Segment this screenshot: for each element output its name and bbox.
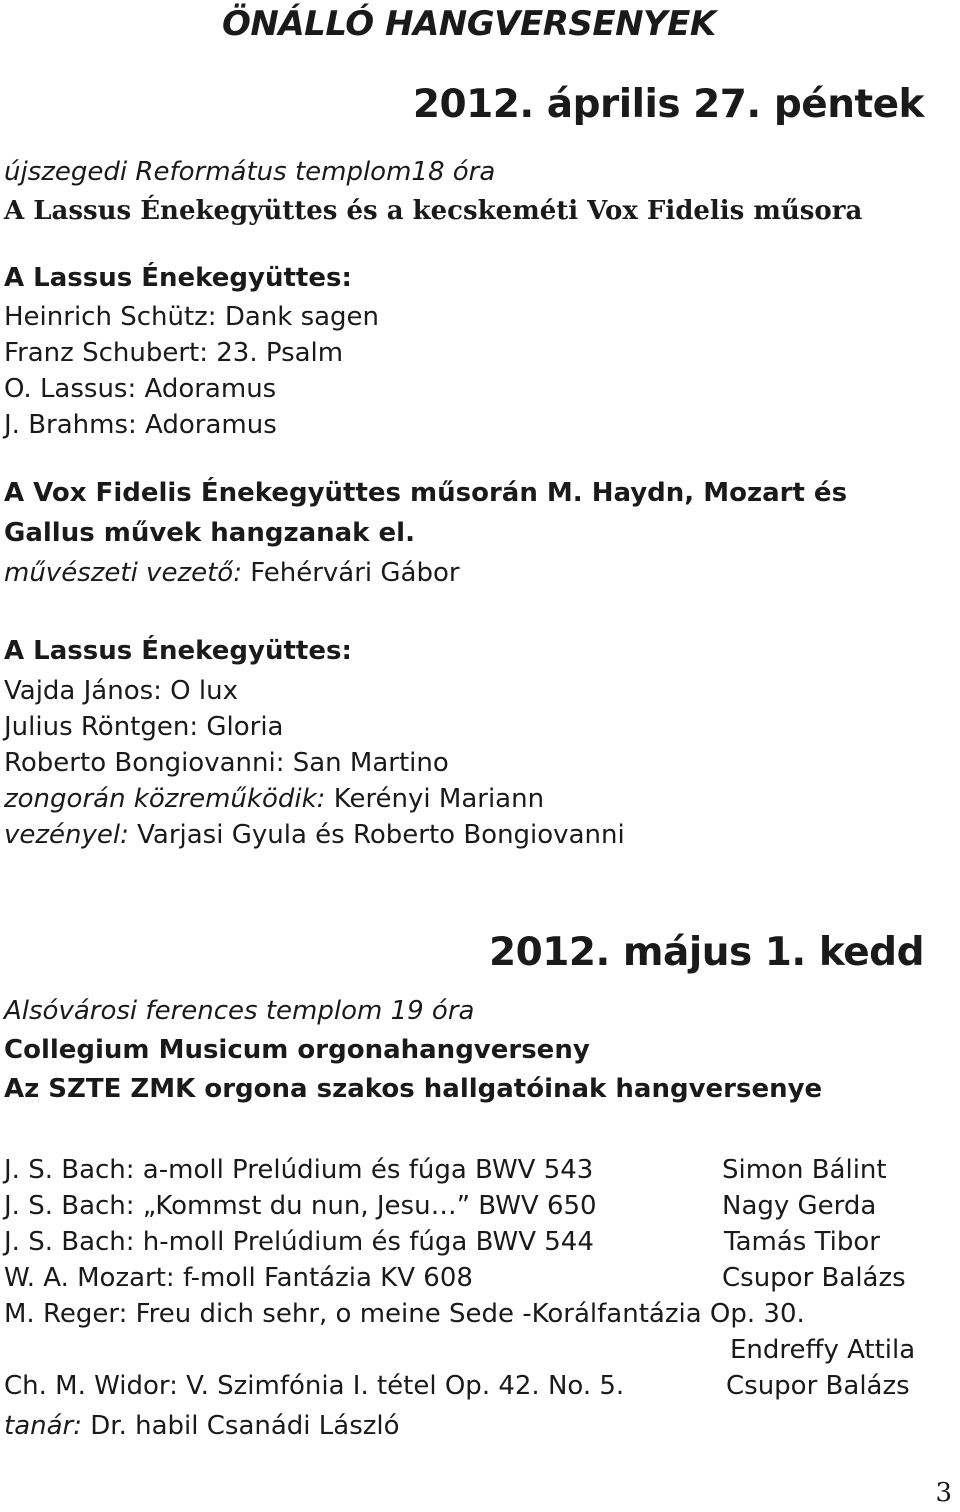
vox-fidelis-line1: A Vox Fidelis Énekegyüttes műsorán M. Haydn, Mozart és: [4, 478, 848, 508]
page-number: 3: [935, 1478, 952, 1508]
piano-name: Kerényi Mariann: [333, 784, 545, 814]
director-name: Fehérvári Gábor: [250, 558, 460, 588]
program-piece: M. Reger: Freu dich sehr, o meine Sede -Korálfantázia Op. 30.: [4, 1299, 805, 1329]
conductor-name: Varjasi Gyula és Roberto Bongiovanni: [137, 820, 625, 850]
program-piece: Ch. M. Widor: V. Szimfónia I. tétel Op. 42. No. 5.: [4, 1371, 625, 1401]
teacher-label: tanár:: [4, 1411, 82, 1441]
program-piece: W. A. Mozart: f-moll Fantázia KV 608: [4, 1263, 473, 1293]
group1-piece: O. Lassus: Adoramus: [4, 374, 277, 404]
piano-label: zongorán közreműködik:: [4, 784, 326, 814]
group2-piece: Roberto Bongiovanni: San Martino: [4, 748, 449, 778]
group2-piece: Vajda János: O lux: [4, 676, 238, 706]
group1-piece: Franz Schubert: 23. Psalm: [4, 338, 344, 368]
event1-venue: újszegedi Református templom18 óra: [4, 157, 496, 187]
group1-heading: A Lassus Énekegyüttes:: [4, 263, 352, 293]
group1-piece: Heinrich Schütz: Dank sagen: [4, 302, 380, 332]
program-performer: Tamás Tibor: [724, 1227, 880, 1257]
piano-line: [4, 784, 544, 814]
page-title: ÖNÁLLÓ HANGVERSENYEK: [222, 4, 716, 44]
director-line: [4, 558, 460, 588]
program-performer: Nagy Gerda: [722, 1191, 877, 1221]
group1-piece: J. Brahms: Adoramus: [4, 410, 277, 440]
program-performer: Csupor Balázs: [726, 1371, 910, 1401]
vox-fidelis-line2: Gallus művek hangzanak el.: [4, 518, 415, 548]
group2-piece: Julius Röntgen: Gloria: [4, 712, 284, 742]
program-performer: Endreffy Attila: [730, 1335, 916, 1365]
teacher-name: Dr. habil Csanádi László: [90, 1411, 400, 1441]
program-performer: Simon Bálint: [722, 1155, 887, 1185]
event2-title2: Az SZTE ZMK orgona szakos hallgatóinak hangversenye: [4, 1074, 823, 1104]
event1-program-title: A Lassus Énekegyüttes és a kecskeméti Vox Fidelis műsora: [4, 196, 863, 226]
program-piece: J. S. Bach: h-moll Prelúdium és fúga BWV 544: [4, 1227, 594, 1257]
event1-date: 2012. április 27. péntek: [412, 82, 924, 127]
program-piece: J. S. Bach: a-moll Prelúdium és fúga BWV 543: [4, 1155, 594, 1185]
event2-title1: Collegium Musicum orgonahangverseny: [4, 1035, 590, 1065]
director-label: művészeti vezető:: [4, 558, 242, 588]
conductor-label: vezényel:: [4, 820, 129, 850]
event2-venue: Alsóvárosi ferences templom 19 óra: [4, 996, 475, 1026]
teacher-line: [4, 1411, 400, 1441]
group2-heading: A Lassus Énekegyüttes:: [4, 636, 352, 666]
program-piece: J. S. Bach: „Kommst du nun, Jesu…” BWV 650: [4, 1191, 597, 1221]
conductor-line: [4, 820, 625, 850]
program-performer: Csupor Balázs: [722, 1263, 906, 1293]
event2-date: 2012. május 1. kedd: [488, 930, 924, 975]
